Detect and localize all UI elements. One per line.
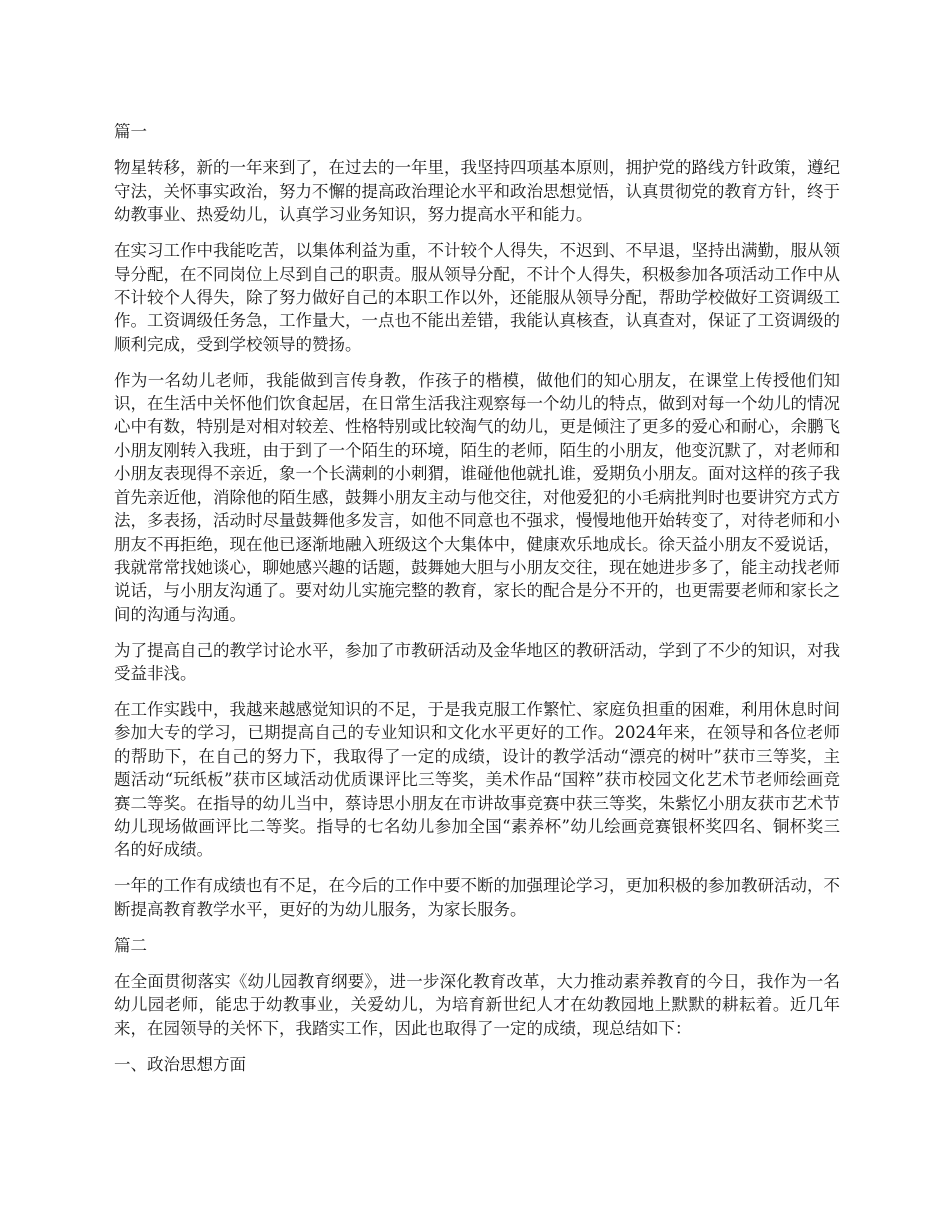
paragraph-2: 在实习工作中我能吃苦，以集体利益为重，不计较个人得失，不迟到、不早退，坚持出满勤，服从领导分配，在不同岗位上尽到自己的职责。服从领导分配，不计个人得失，积极参加各项活动工作中从不计较个人得失，除了努力做好自己的本职工作以外，还能服从领导分配，帮助学校做好工资调级工作。工资调级任务急，工作量大，一点也不能出差错，我能认真核查，认真查对，保证了工资调级的顺利完成，受到学校领导的赞扬。	[114, 241, 840, 354]
paragraph-7: 在全面贯彻落实《幼儿园教育纲要》，进一步深化教育改革，大力推动素养教育的今日，我作为一名幼儿园老师，能忠于幼教事业，关爱幼儿，为培育新世纪人才在幼教园地上默默的耕耘着。近几年来，在园领导的关怀下，我踏实工作，因此也取得了一定的成绩，现总结如下：	[114, 972, 840, 1038]
paragraph-3: 作为一名幼儿老师，我能做到言传身教，作孩子的楷模，做他们的知心朋友，在课堂上传授他们知识，在生活中关怀他们饮食起居，在日常生活我注观察每一个幼儿的特点，做到对每一个幼儿的情况心中有数，特别是对相对较差、性格特别或比较淘气的幼儿，更是倾注了更多的爱心和耐心，余鹏飞小朋友刚转入我班，由于到了一个陌生的环境，陌生的老师，陌生的小朋友，他变沉默了，对老师和小朋友表现得不亲近，象一个长满刺的小刺猬，谁碰他他就扎谁，爱期负小朋友。面对这样的孩子我首先亲近他，消除他的陌生感，鼓舞小朋友主动与他交往，对他爱犯的小毛病批判时也要讲究方式方法，多表扬，活动时尽量鼓舞他多发言，如他不同意也不强求，慢慢地他开始转变了，对待老师和小朋友不再拒绝，现在他已逐渐地融入班级这个大集体中，健康欢乐地成长。徐天益小朋友不爱说话，我就常常找她谈心，聊她感兴趣的话题，鼓舞她大胆与小朋友交往，现在她进步多了，能主动找老师说话，与小朋友沟通了。要对幼儿实施完整的教育，家长的配合是分不开的，也更需要老师和家长之间的沟通与沟通。	[114, 370, 840, 624]
section-heading-2: 篇二	[114, 935, 147, 955]
document-body	[114, 120, 840, 1089]
subsection-heading: 一、政治思想方面	[114, 1054, 246, 1074]
paragraph-1: 物星转移，新的一年来到了，在过去的一年里，我坚持四项基本原则，拥护党的路线方针政策，遵纪守法，关怀事实政治，努力不懈的提高政治理论水平和政治思想觉悟，认真贯彻党的教育方针，终于幼教事业、热爱幼儿，认真学习业务知识，努力提高水平和能力。	[114, 158, 840, 225]
paragraph-4: 为了提高自己的教学讨论水平，参加了市教研活动及金华地区的教研活动，学到了不少的知识，对我受益非浅。	[114, 640, 840, 684]
paragraph-5: 在工作实践中，我越来越感觉知识的不足，于是我克服工作繁忙、家庭负担重的困难，利用休息时间参加大专的学习，已期提高自己的专业知识和文化水平更好的工作。2024年来，在领导和各位老师的帮助下，在自己的努力下，我取得了一定的成绩，设计的教学活动“漂亮的树叶”获市三等奖，主题活动“玩纸板”获市区域活动优质课评比三等奖，美术作品“国粹”获市校园文化艺术节老师绘画竞赛二等奖。在指导的幼儿当中，蔡诗思小朋友在市讲故事竞赛中获三等奖，朱紫忆小朋友获市艺术节幼儿现场做画评比二等奖。指导的七名幼儿参加全国“素养杯”幼儿绘画竞赛银杯奖四名、铜杯奖三名的好成绩。	[114, 699, 840, 860]
section-heading-1: 篇一	[114, 122, 147, 141]
paragraph-6: 一年的工作有成绩也有不足，在今后的工作中要不断的加强理论学习，更加积极的参加教研活动，不断提高教育教学水平，更好的为幼儿服务，为家长服务。	[114, 876, 840, 919]
